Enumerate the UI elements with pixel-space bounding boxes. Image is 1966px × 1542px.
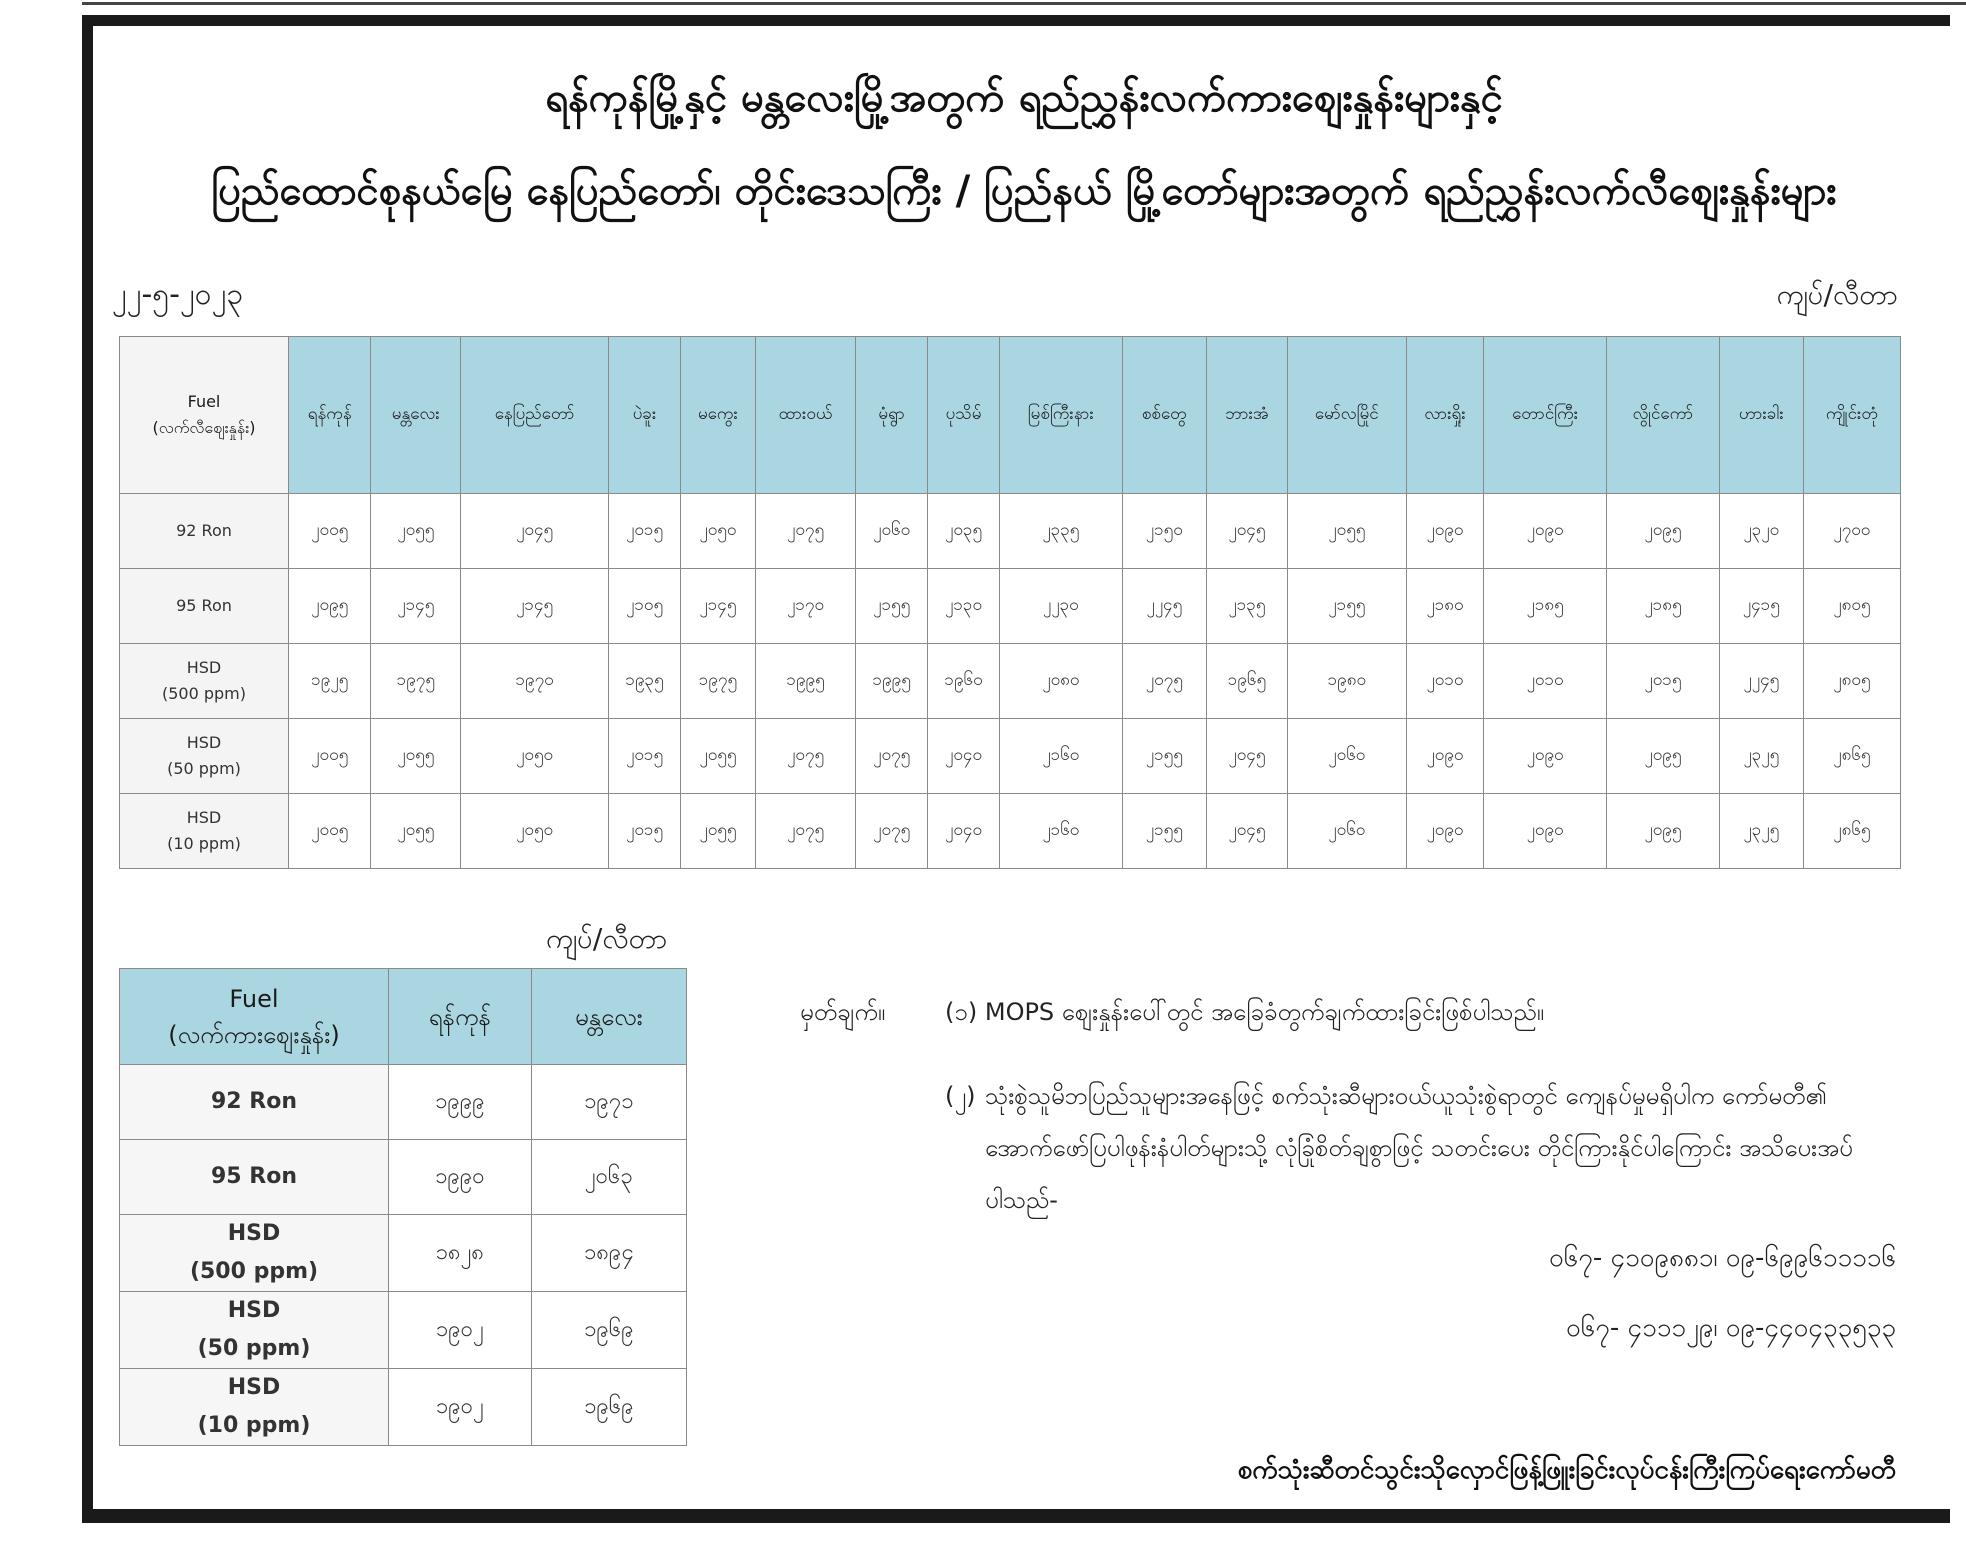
retail-price-cell: ၂၀၁၅	[609, 719, 681, 794]
wholesale-row	[120, 1369, 687, 1446]
city-header: မော်လမြိုင်	[1287, 337, 1406, 494]
wholesale-price-cell: ၁၉၆၉	[531, 1292, 686, 1369]
retail-row	[120, 719, 1901, 794]
top-rule	[82, 2, 1966, 5]
city-header: ပဲခူး	[609, 337, 681, 494]
wholesale-unit-label: ကျပ်/လီတာ	[546, 922, 668, 955]
retail-price-cell: ၂၀၄၅	[1206, 494, 1287, 569]
retail-price-cell: ၂၀၆၀	[1287, 719, 1406, 794]
wholesale-fuel-cell	[120, 1215, 389, 1292]
wholesale-row	[120, 1140, 687, 1215]
retail-price-cell: ၂၁၄၅	[680, 569, 755, 644]
fuel-type: HSD	[227, 1221, 281, 1246]
wholesale-price-cell: ၁၉၉၉	[389, 1065, 532, 1140]
wholesale-fuel-cell	[120, 1065, 389, 1140]
retail-price-cell: ၂၁၆၀	[999, 719, 1122, 794]
phone-numbers-1: ၀၆၇- ၄၁၀၉၈၈၁၊ ၀၉-၆၉၉၆၁၁၁၁၆	[1549, 1243, 1896, 1273]
city-header: ပုသိမ်	[928, 337, 1000, 494]
title-line-1: ရန်ကုန်မြို့နှင့် မန္တလေးမြို့အတွက် ရည်ညွှန်းလက်ကားစျေးနှုန်းများနှင့်	[545, 75, 1503, 121]
retail-price-cell: ၂၁၅၀	[1122, 494, 1206, 569]
note-2-text: သုံးစွဲသူမိဘပြည်သူများအနေဖြင့် စက်သုံးဆီများဝယ်ယူသုံးစွဲရာတွင် ကျေနပ်မှုမရှိပါက ကော်မတီ၏ အောက်ဖော်ပြပါဖုန်းနံပါတ်များသို့ လုံခြုံစိတ်ချစွာဖြင့် သတင်းပေး တိုင်ကြားနိုင်ပါကြောင်း အသိပေးအပ်ပါသည်-	[985, 1082, 1853, 1214]
retail-price-cell: ၁၉၉၅	[755, 644, 855, 719]
retail-price-cell: ၂၀၀၅	[289, 494, 371, 569]
retail-price-table	[119, 336, 1901, 869]
retail-price-cell: ၂၀၅၀	[680, 494, 755, 569]
fuel-type: 95 Ron	[211, 1164, 297, 1189]
retail-price-cell: ၂၀၉၅	[1606, 719, 1719, 794]
fuel-type: HSD	[186, 733, 222, 752]
retail-fuel-cell	[120, 644, 289, 719]
retail-price-cell: ၂၀၅၀	[461, 719, 609, 794]
city-header: မကွေး	[680, 337, 755, 494]
retail-price-cell: ၂၁၄၅	[371, 569, 461, 644]
retail-price-cell: ၂၀၉၅	[1606, 494, 1719, 569]
retail-price-cell: ၂၀၇၅	[755, 719, 855, 794]
retail-price-cell: ၂၀၅၅	[1287, 494, 1406, 569]
retail-price-cell: ၂၀၁၀	[1406, 644, 1484, 719]
wholesale-row	[120, 1065, 687, 1140]
retail-price-cell: ၁၉၇၀	[461, 644, 609, 719]
retail-price-cell: ၂၁၅၅	[1122, 719, 1206, 794]
retail-price-cell: ၂၀၇၅	[755, 794, 855, 869]
city-header: ဟားခါး	[1719, 337, 1803, 494]
retail-fuel-cell	[120, 569, 289, 644]
retail-price-cell: ၂၀၉၀	[1406, 494, 1484, 569]
wholesale-price-cell: ၁၉၀၂	[389, 1369, 532, 1446]
retail-price-cell: ၂၀၇၅	[755, 494, 855, 569]
retail-row	[120, 794, 1901, 869]
retail-price-cell: ၂၀၅၀	[461, 794, 609, 869]
city-header: နေပြည်တော်	[461, 337, 609, 494]
wholesale-table-body	[120, 1065, 687, 1446]
issuing-committee: စက်သုံးဆီတင်သွင်းသိုလှောင်ဖြန့်ဖြူးခြင်းလုပ်ငန်းကြီးကြပ်ရေးကော်မတီ	[1237, 1455, 1896, 1485]
retail-price-cell: ၂၁၄၅	[461, 569, 609, 644]
wholesale-price-cell: ၁၈၂၈	[389, 1215, 532, 1292]
wholesale-price-cell: ၁၉၆၉	[531, 1369, 686, 1446]
retail-price-cell: ၂၀၃၅	[928, 494, 1000, 569]
wholesale-price-cell: ၁၉၇၁	[531, 1065, 686, 1140]
fuel-grade: (50 ppm)	[167, 759, 241, 778]
wholesale-fuel-header	[120, 969, 389, 1065]
retail-price-cell: ၂၁၀၅	[609, 569, 681, 644]
city-header: တောင်ကြီး	[1484, 337, 1607, 494]
note-2-number: (၂)	[945, 1082, 976, 1110]
retail-price-cell: ၁၉၈၀	[1287, 644, 1406, 719]
retail-price-cell: ၂၃၂၀	[1719, 494, 1803, 569]
retail-price-cell: ၂၁၈၅	[1484, 569, 1607, 644]
retail-price-cell: ၂၂၄၅	[1122, 569, 1206, 644]
city-header: လားရှိုး	[1406, 337, 1484, 494]
retail-price-cell: ၂၀၄၅	[1206, 794, 1287, 869]
retail-price-cell: ၁၉၃၅	[609, 644, 681, 719]
retail-price-cell: ၂၀၅၅	[680, 719, 755, 794]
retail-header-row	[120, 337, 1901, 494]
retail-row	[120, 569, 1901, 644]
retail-unit-label: ကျပ်/လီတာ	[1776, 278, 1898, 311]
retail-price-cell: ၂၄၁၅	[1719, 569, 1803, 644]
city-header: ရန်ကုန်	[289, 337, 371, 494]
fuel-grade: (500 ppm)	[189, 1259, 319, 1284]
retail-price-cell: ၁၉၇၅	[680, 644, 755, 719]
retail-row	[120, 494, 1901, 569]
retail-price-cell: ၁၉၆၀	[928, 644, 1000, 719]
wholesale-row	[120, 1292, 687, 1369]
retail-fuel-cell	[120, 494, 289, 569]
city-header: မန္တလေး	[371, 337, 461, 494]
retail-price-cell: ၂၀၆၀	[1287, 794, 1406, 869]
retail-price-cell: ၂၀၀၅	[289, 794, 371, 869]
retail-price-cell: ၂၈၆၅	[1803, 794, 1900, 869]
wholesale-fuel-header-title: Fuel	[229, 984, 279, 1013]
retail-price-cell: ၁၉၉၅	[856, 644, 928, 719]
retail-price-cell: ၂၀၁၅	[1606, 644, 1719, 719]
city-header: ကျိုင်းတုံ	[1803, 337, 1900, 494]
retail-price-cell: ၂၇၀၀	[1803, 494, 1900, 569]
retail-fuel-header-subtitle: (လက်လီစျေးနှုန်း)	[152, 418, 256, 437]
retail-price-cell: ၂၈၀၅	[1803, 569, 1900, 644]
retail-table-body	[120, 494, 1901, 869]
wholesale-price-cell: ၁၈၉၄	[531, 1215, 686, 1292]
fuel-type: HSD	[227, 1298, 281, 1323]
retail-price-cell: ၂၀၉၅	[289, 569, 371, 644]
fuel-type: HSD	[227, 1375, 281, 1400]
fuel-grade: (10 ppm)	[167, 834, 241, 853]
city-header: လွိုင်ကော်	[1606, 337, 1719, 494]
note-2	[945, 1070, 1890, 1226]
retail-row	[120, 644, 1901, 719]
retail-price-cell: ၂၁၅၅	[856, 569, 928, 644]
fuel-type: 92 Ron	[211, 1089, 297, 1114]
retail-price-cell: ၂၀၄၀	[928, 794, 1000, 869]
retail-price-cell: ၂၀၄၅	[461, 494, 609, 569]
retail-price-cell: ၁၉၆၅	[1206, 644, 1287, 719]
retail-price-cell: ၂၁၈၅	[1606, 569, 1719, 644]
retail-fuel-header-title: Fuel	[187, 392, 221, 411]
city-header: စစ်တွေ	[1122, 337, 1206, 494]
retail-price-cell: ၂၀၉၀	[1484, 494, 1607, 569]
retail-price-cell: ၂၀၉၀	[1484, 794, 1607, 869]
retail-price-cell: ၂၀၉၅	[1606, 794, 1719, 869]
retail-price-cell: ၂၁၃၅	[1206, 569, 1287, 644]
retail-price-cell: ၂၂၄၅	[1719, 644, 1803, 719]
retail-price-cell: ၂၀၈၀	[999, 644, 1122, 719]
retail-price-cell: ၁၉၂၅	[289, 644, 371, 719]
retail-price-cell: ၂၁၅၅	[1122, 794, 1206, 869]
retail-price-cell: ၂၀၉၀	[1406, 794, 1484, 869]
retail-price-cell: ၂၀၄၀	[928, 719, 1000, 794]
retail-price-cell: ၂၁၅၅	[1287, 569, 1406, 644]
wholesale-fuel-cell	[120, 1140, 389, 1215]
wholesale-fuel-cell	[120, 1292, 389, 1369]
retail-price-cell: ၂၁၈၀	[1406, 569, 1484, 644]
fuel-grade: (10 ppm)	[197, 1413, 311, 1438]
fuel-type: HSD	[186, 808, 222, 827]
phone-numbers-2: ၀၆၇- ၄၁၁၁၂၉၊ ၀၉-၄၄၀၄၃၃၅၃၃	[1565, 1313, 1896, 1343]
city-header: မုံရွာ	[856, 337, 928, 494]
retail-price-cell: ၂၀၁၀	[1484, 644, 1607, 719]
wholesale-row	[120, 1215, 687, 1292]
wholesale-price-cell: ၂၀၆၃	[531, 1140, 686, 1215]
title-line-2: ပြည်ထောင်စုနယ်မြေ နေပြည်တော်၊ တိုင်းဒေသကြီး / ပြည်နယ် မြို့တော်များအတွက် ရည်ညွှန်းလက်လီစျေးနှုန်းများ	[211, 168, 1837, 214]
city-header: မန္တလေး	[531, 969, 686, 1065]
wholesale-header-row	[120, 969, 687, 1065]
retail-price-cell: ၁၉၇၅	[371, 644, 461, 719]
city-header: ရန်ကုန်	[389, 969, 532, 1065]
retail-price-cell: ၂၀၇၅	[856, 794, 928, 869]
city-header: ထားဝယ်	[755, 337, 855, 494]
retail-price-cell: ၂၀၅၅	[371, 794, 461, 869]
notes-label: မှတ်ချက်။	[800, 998, 886, 1026]
retail-fuel-header	[120, 337, 289, 494]
retail-price-cell: ၂၀၅၅	[371, 494, 461, 569]
wholesale-price-table	[119, 968, 687, 1446]
wholesale-price-cell: ၁၉၀၂	[389, 1292, 532, 1369]
city-header: မြစ်ကြီးနား	[999, 337, 1122, 494]
retail-price-cell: ၂၃၂၅	[1719, 719, 1803, 794]
retail-price-cell: ၂၀၉၀	[1484, 719, 1607, 794]
city-header: ဘားအံ	[1206, 337, 1287, 494]
fuel-grade: (500 ppm)	[161, 684, 246, 703]
retail-price-cell: ၂၀၆၀	[856, 494, 928, 569]
note-1: (၁) MOPS စျေးနှုန်းပေါ်တွင် အခြေခံတွက်ချက်ထားခြင်းဖြစ်ပါသည်။	[945, 998, 1545, 1026]
date: ၂၂-၅-၂၀၂၃	[112, 277, 244, 312]
fuel-grade: (50 ppm)	[197, 1336, 311, 1361]
retail-price-cell: ၂၈၀၅	[1803, 644, 1900, 719]
retail-fuel-cell	[120, 719, 289, 794]
retail-price-cell: ၂၀၁၅	[609, 794, 681, 869]
retail-price-cell: ၂၃၃၅	[999, 494, 1122, 569]
retail-price-cell: ၂၈၆၅	[1803, 719, 1900, 794]
retail-price-cell: ၂၀၄၅	[1206, 719, 1287, 794]
retail-price-cell: ၂၀၉၀	[1406, 719, 1484, 794]
retail-price-cell: ၂၀၇၅	[1122, 644, 1206, 719]
retail-price-cell: ၂၃၂၅	[1719, 794, 1803, 869]
retail-price-cell: ၂၀၅၅	[680, 794, 755, 869]
retail-price-cell: ၂၂၃၀	[999, 569, 1122, 644]
retail-price-cell: ၂၀၇၅	[856, 719, 928, 794]
retail-price-cell: ၂၁၃၀	[928, 569, 1000, 644]
wholesale-fuel-cell	[120, 1369, 389, 1446]
fuel-type: 95 Ron	[176, 596, 232, 615]
retail-price-cell: ၂၀၁၅	[609, 494, 681, 569]
wholesale-fuel-header-subtitle: (လက်ကားစျေးနှုန်း)	[168, 1020, 340, 1049]
retail-fuel-cell	[120, 794, 289, 869]
retail-price-cell: ၂၀၅၅	[371, 719, 461, 794]
fuel-type: HSD	[186, 658, 222, 677]
fuel-type: 92 Ron	[176, 521, 232, 540]
retail-price-cell: ၂၁၇၀	[755, 569, 855, 644]
retail-price-cell: ၂၀၀၅	[289, 719, 371, 794]
wholesale-price-cell: ၁၉၉၀	[389, 1140, 532, 1215]
retail-price-cell: ၂၁၆၀	[999, 794, 1122, 869]
